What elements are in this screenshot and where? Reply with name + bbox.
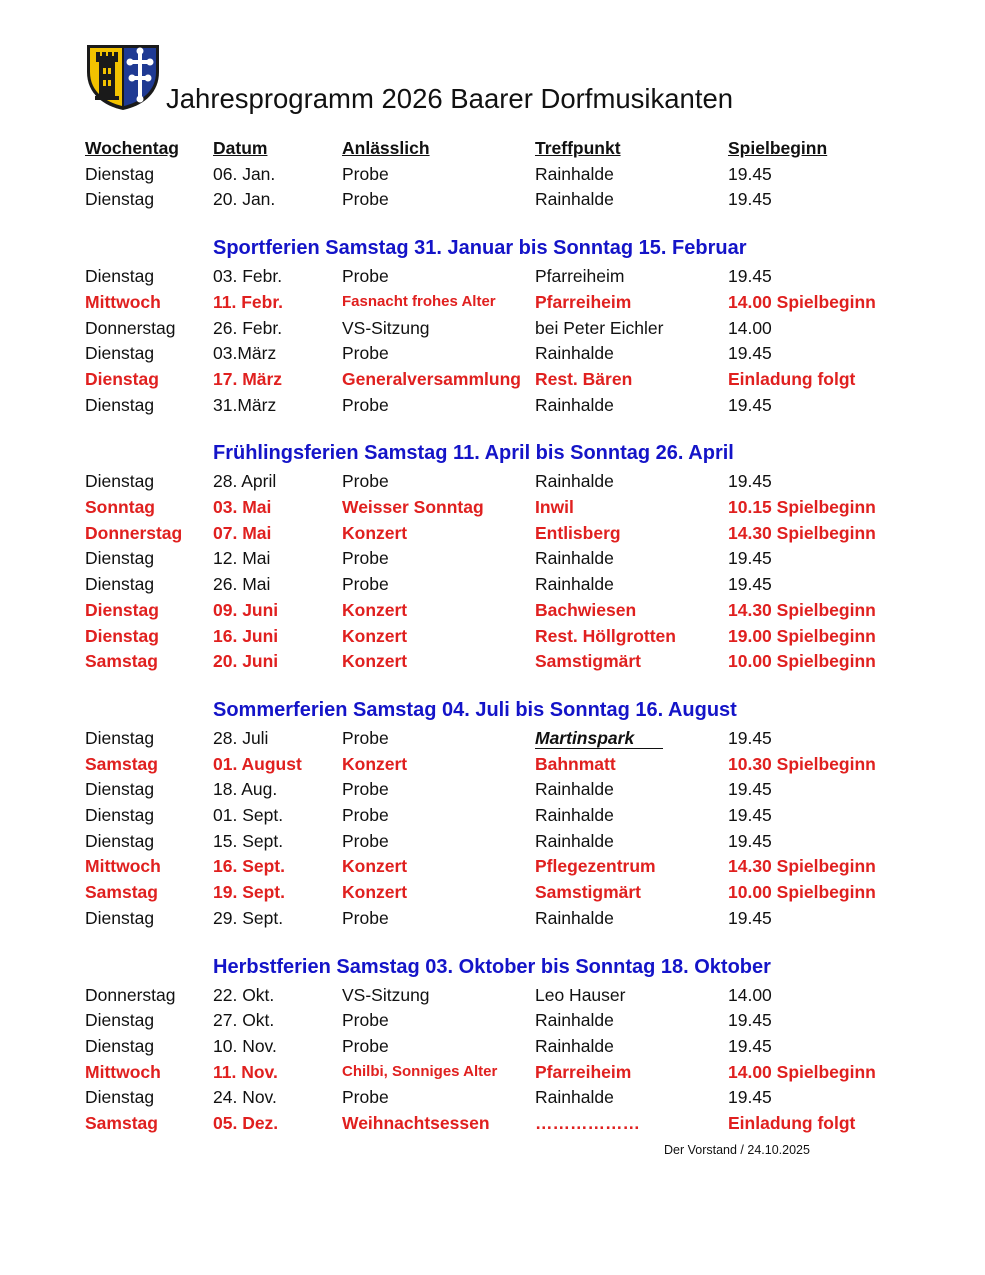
cell-date: 01. August bbox=[213, 753, 302, 774]
cell-meeting-place: Pflegezentrum bbox=[535, 856, 656, 877]
cell-occasion: Probe bbox=[342, 189, 389, 210]
cell-meeting-place: Rainhalde bbox=[535, 471, 614, 492]
cell-meeting-place: bei Peter Eichler bbox=[535, 317, 664, 338]
cell-date: 07. Mai bbox=[213, 522, 272, 543]
cell-date: 26. Febr. bbox=[213, 317, 283, 338]
cell-meeting-place: Rainhalde bbox=[535, 163, 614, 184]
cell-date: 09. Juni bbox=[213, 599, 279, 620]
cell-date: 03. Febr. bbox=[213, 266, 283, 287]
cell-date: 05. Dez. bbox=[213, 1113, 279, 1133]
cell-weekday: Dienstag bbox=[85, 1035, 155, 1056]
cell-occasion: Probe bbox=[342, 548, 389, 569]
cell-start-time: 14.30 Spielbeginn bbox=[728, 599, 876, 620]
table-header-row bbox=[0, 136, 985, 160]
cell-start-time: 14.00 bbox=[728, 984, 772, 1005]
cell-weekday: Dienstag bbox=[85, 805, 155, 825]
cell-start-time: 19.45 bbox=[728, 830, 772, 851]
cell-start-time: 14.30 Spielbeginn bbox=[728, 522, 876, 543]
event-row-highlighted bbox=[0, 1111, 985, 1135]
cell-date: 10. Nov. bbox=[213, 1035, 277, 1056]
cell-occasion: Probe bbox=[342, 907, 389, 928]
cell-date: 03.März bbox=[213, 343, 277, 364]
cell-date: 12. Mai bbox=[213, 548, 271, 569]
cell-weekday: Dienstag bbox=[85, 830, 155, 851]
cell-start-time: 19.00 Spielbeginn bbox=[728, 625, 876, 646]
cell-meeting-place: Martinspark bbox=[535, 726, 663, 750]
cell-occasion: Konzert bbox=[342, 522, 408, 543]
section-heading: Sommerferien Samstag 04. Juli bis Sonntag 16. August bbox=[213, 698, 737, 721]
cell-occasion: VS-Sitzung bbox=[342, 984, 430, 1005]
cell-date: 17. März bbox=[213, 368, 283, 389]
cell-date: 26. Mai bbox=[213, 574, 271, 595]
event-row bbox=[0, 1008, 985, 1032]
cell-occasion: Probe bbox=[342, 727, 389, 748]
cell-occasion: Probe bbox=[342, 394, 389, 415]
cell-date: 28. Juli bbox=[213, 727, 269, 748]
cell-occasion: Konzert bbox=[342, 753, 408, 774]
event-row-highlighted bbox=[0, 495, 985, 519]
cell-meeting-place: Leo Hauser bbox=[535, 984, 626, 1005]
cell-meeting-place: Rainhalde bbox=[535, 548, 614, 569]
cell-date: 01. Sept. bbox=[213, 805, 284, 825]
cell-occasion: Probe bbox=[342, 805, 389, 825]
cell-occasion: VS-Sitzung bbox=[342, 317, 430, 338]
cell-meeting-place: Samstigmärt bbox=[535, 651, 642, 672]
cell-weekday: Dienstag bbox=[85, 599, 159, 620]
cell-date: 20. Juni bbox=[213, 651, 279, 672]
event-row bbox=[0, 777, 985, 801]
cell-start-time: 10.00 Spielbeginn bbox=[728, 651, 876, 672]
cell-weekday: Dienstag bbox=[85, 779, 155, 800]
cell-start-time: 19.45 bbox=[728, 727, 772, 748]
cell-weekday: Dienstag bbox=[85, 471, 155, 492]
event-row bbox=[0, 1085, 985, 1109]
event-row-highlighted bbox=[0, 290, 985, 314]
cell-occasion: Generalversammlung bbox=[342, 368, 521, 389]
event-row-highlighted bbox=[0, 1060, 985, 1084]
cell-occasion: Konzert bbox=[342, 599, 408, 620]
cell-start-time: 19.45 bbox=[728, 394, 772, 415]
event-row bbox=[0, 341, 985, 365]
event-row-highlighted bbox=[0, 367, 985, 391]
cell-date: 27. Okt. bbox=[213, 1010, 275, 1031]
cell-occasion: Probe bbox=[342, 163, 389, 184]
cell-date: 31.März bbox=[213, 394, 277, 415]
cell-start-time: 14.00 Spielbeginn bbox=[728, 291, 876, 312]
cell-meeting-place: Bahnmatt bbox=[535, 753, 616, 774]
event-row bbox=[0, 546, 985, 570]
cell-weekday: Dienstag bbox=[85, 189, 155, 210]
cell-occasion: Fasnacht frohes Alter bbox=[342, 292, 496, 310]
section-heading: Sportferien Samstag 31. Januar bis Sonntag 15. Februar bbox=[213, 237, 747, 260]
cell-occasion: Konzert bbox=[342, 882, 408, 903]
cell-start-time: 19.45 bbox=[728, 266, 772, 287]
cell-meeting-place: Entlisberg bbox=[535, 522, 621, 543]
cell-occasion: Probe bbox=[342, 574, 389, 595]
cell-weekday: Donnerstag bbox=[85, 317, 176, 338]
cell-weekday: Samstag bbox=[85, 753, 158, 774]
cell-meeting-place: Rainhalde bbox=[535, 907, 614, 928]
footer-note: Der Vorstand / 24.10.2025 bbox=[664, 1143, 810, 1157]
cell-start-time: Einladung folgt bbox=[728, 1113, 856, 1133]
column-header-meeting-place: Treffpunkt bbox=[535, 138, 621, 158]
column-header-date: Datum bbox=[213, 138, 268, 158]
cell-weekday: Donnerstag bbox=[85, 522, 183, 543]
cell-date: 19. Sept. bbox=[213, 882, 285, 903]
cell-meeting-place: Rainhalde bbox=[535, 1087, 614, 1108]
cell-date: 16. Juni bbox=[213, 625, 279, 646]
cell-start-time: 19.45 bbox=[728, 163, 772, 184]
cell-start-time: 14.30 Spielbeginn bbox=[728, 856, 876, 877]
event-row-highlighted bbox=[0, 752, 985, 776]
cell-start-time: 19.45 bbox=[728, 1010, 772, 1031]
cell-date: 15. Sept. bbox=[213, 830, 284, 851]
cell-start-time: 10.00 Spielbeginn bbox=[728, 882, 876, 903]
cell-weekday: Mittwoch bbox=[85, 1061, 161, 1082]
cell-start-time: 14.00 bbox=[728, 317, 772, 338]
event-row bbox=[0, 726, 985, 750]
cell-weekday: Dienstag bbox=[85, 163, 155, 184]
cell-weekday: Dienstag bbox=[85, 625, 159, 646]
cell-meeting-place: Pfarreiheim bbox=[535, 266, 625, 287]
event-row-highlighted bbox=[0, 598, 985, 622]
cell-meeting-place: Rainhalde bbox=[535, 394, 614, 415]
cell-start-time: Einladung folgt bbox=[728, 368, 856, 389]
cell-occasion: Probe bbox=[342, 830, 389, 851]
section-heading: Herbstferien Samstag 03. Oktober bis Sonntag 18. Oktober bbox=[213, 955, 771, 978]
cell-date: 18. Aug. bbox=[213, 779, 278, 800]
event-row bbox=[0, 572, 985, 596]
column-header-occasion: Anlässlich bbox=[342, 138, 430, 158]
cell-occasion: Probe bbox=[342, 343, 389, 364]
cell-meeting-place: ……………… bbox=[535, 1113, 640, 1133]
cell-weekday: Samstag bbox=[85, 882, 158, 903]
cell-occasion: Chilbi, Sonniges Alter bbox=[342, 1062, 498, 1080]
cell-start-time: 10.30 Spielbeginn bbox=[728, 753, 876, 774]
cell-meeting-place: Bachwiesen bbox=[535, 599, 637, 620]
cell-weekday: Samstag bbox=[85, 1113, 158, 1133]
event-row-highlighted bbox=[0, 624, 985, 648]
cell-date: 03. Mai bbox=[213, 497, 272, 517]
event-row bbox=[0, 829, 985, 853]
cell-occasion: Konzert bbox=[342, 651, 408, 672]
cell-date: 11. Febr. bbox=[213, 291, 284, 312]
cell-weekday: Dienstag bbox=[85, 548, 155, 569]
cell-occasion: Probe bbox=[342, 1035, 389, 1056]
cell-meeting-place: Samstigmärt bbox=[535, 882, 642, 903]
cell-meeting-place: Pfarreiheim bbox=[535, 1061, 632, 1082]
event-row bbox=[0, 162, 985, 186]
cell-date: 24. Nov. bbox=[213, 1087, 277, 1108]
cell-start-time: 19.45 bbox=[728, 907, 772, 928]
cell-occasion: Konzert bbox=[342, 856, 408, 877]
section-heading: Frühlingsferien Samstag 11. April bis Sonntag 26. April bbox=[213, 442, 734, 465]
cell-occasion: Weihnachtsessen bbox=[342, 1113, 490, 1133]
cell-meeting-place: Rainhalde bbox=[535, 779, 614, 800]
event-row bbox=[0, 1034, 985, 1058]
cell-weekday: Mittwoch bbox=[85, 291, 161, 312]
event-row-highlighted bbox=[0, 854, 985, 878]
cell-occasion: Probe bbox=[342, 779, 389, 800]
cell-start-time: 19.45 bbox=[728, 343, 772, 364]
cell-date: 20. Jan. bbox=[213, 189, 276, 210]
cell-weekday: Dienstag bbox=[85, 907, 155, 928]
cell-meeting-place: Rest. Höllgrotten bbox=[535, 625, 676, 646]
event-row bbox=[0, 316, 985, 340]
cell-weekday: Donnerstag bbox=[85, 984, 176, 1005]
cell-weekday: Dienstag bbox=[85, 574, 155, 595]
event-row bbox=[0, 906, 985, 930]
cell-occasion: Weisser Sonntag bbox=[342, 497, 484, 517]
cell-occasion: Probe bbox=[342, 471, 389, 492]
event-row bbox=[0, 187, 985, 211]
cell-meeting-place: Rainhalde bbox=[535, 1035, 614, 1056]
event-row-highlighted bbox=[0, 649, 985, 673]
cell-occasion: Probe bbox=[342, 1087, 389, 1108]
cell-meeting-place: Rainhalde bbox=[535, 574, 614, 595]
cell-start-time: 19.45 bbox=[728, 574, 772, 595]
cell-start-time: 19.45 bbox=[728, 805, 772, 825]
event-row-highlighted bbox=[0, 880, 985, 904]
cell-start-time: 19.45 bbox=[728, 471, 772, 492]
cell-meeting-place: Inwil bbox=[535, 497, 574, 517]
cell-meeting-place: Rainhalde bbox=[535, 805, 614, 825]
cell-weekday: Dienstag bbox=[85, 266, 155, 287]
cell-date: 11. Nov. bbox=[213, 1061, 278, 1082]
event-row bbox=[0, 469, 985, 493]
event-row bbox=[0, 264, 985, 288]
event-row bbox=[0, 983, 985, 1007]
cell-occasion: Probe bbox=[342, 266, 389, 287]
cell-meeting-place: Pfarreiheim bbox=[535, 291, 632, 312]
cell-date: 06. Jan. bbox=[213, 163, 276, 184]
cell-date: 22. Okt. bbox=[213, 984, 275, 1005]
cell-occasion: Konzert bbox=[342, 625, 408, 646]
cell-start-time: 19.45 bbox=[728, 1087, 772, 1108]
column-header-start-time: Spielbeginn bbox=[728, 138, 828, 158]
cell-start-time: 19.45 bbox=[728, 189, 772, 210]
cell-meeting-place: Rainhalde bbox=[535, 343, 614, 364]
cell-weekday: Dienstag bbox=[85, 1087, 155, 1108]
cell-weekday: Dienstag bbox=[85, 1010, 155, 1031]
cell-meeting-place: Rainhalde bbox=[535, 830, 614, 851]
cell-weekday: Dienstag bbox=[85, 343, 155, 364]
cell-start-time: 19.45 bbox=[728, 1035, 772, 1056]
cell-weekday: Dienstag bbox=[85, 394, 155, 415]
cell-date: 16. Sept. bbox=[213, 856, 285, 877]
event-row bbox=[0, 803, 985, 827]
cell-weekday: Dienstag bbox=[85, 368, 159, 389]
event-row-highlighted bbox=[0, 521, 985, 545]
cell-weekday: Sonntag bbox=[85, 497, 155, 517]
cell-weekday: Mittwoch bbox=[85, 856, 161, 877]
column-header-weekday: Wochentag bbox=[85, 138, 179, 158]
page-title: Jahresprogramm 2026 Baarer Dorfmusikanten bbox=[166, 83, 734, 114]
cell-date: 29. Sept. bbox=[213, 907, 284, 928]
cell-date: 28. April bbox=[213, 471, 277, 492]
cell-start-time: 10.15 Spielbeginn bbox=[728, 497, 876, 517]
event-row bbox=[0, 393, 985, 417]
cell-start-time: 19.45 bbox=[728, 548, 772, 569]
cell-weekday: Samstag bbox=[85, 651, 158, 672]
cell-start-time: 19.45 bbox=[728, 779, 772, 800]
cell-weekday: Dienstag bbox=[85, 727, 155, 748]
cell-meeting-place: Rainhalde bbox=[535, 1010, 614, 1031]
cell-meeting-place: Rainhalde bbox=[535, 189, 614, 210]
cell-occasion: Probe bbox=[342, 1010, 389, 1031]
cell-start-time: 14.00 Spielbeginn bbox=[728, 1061, 876, 1082]
cell-meeting-place: Rest. Bären bbox=[535, 368, 633, 389]
